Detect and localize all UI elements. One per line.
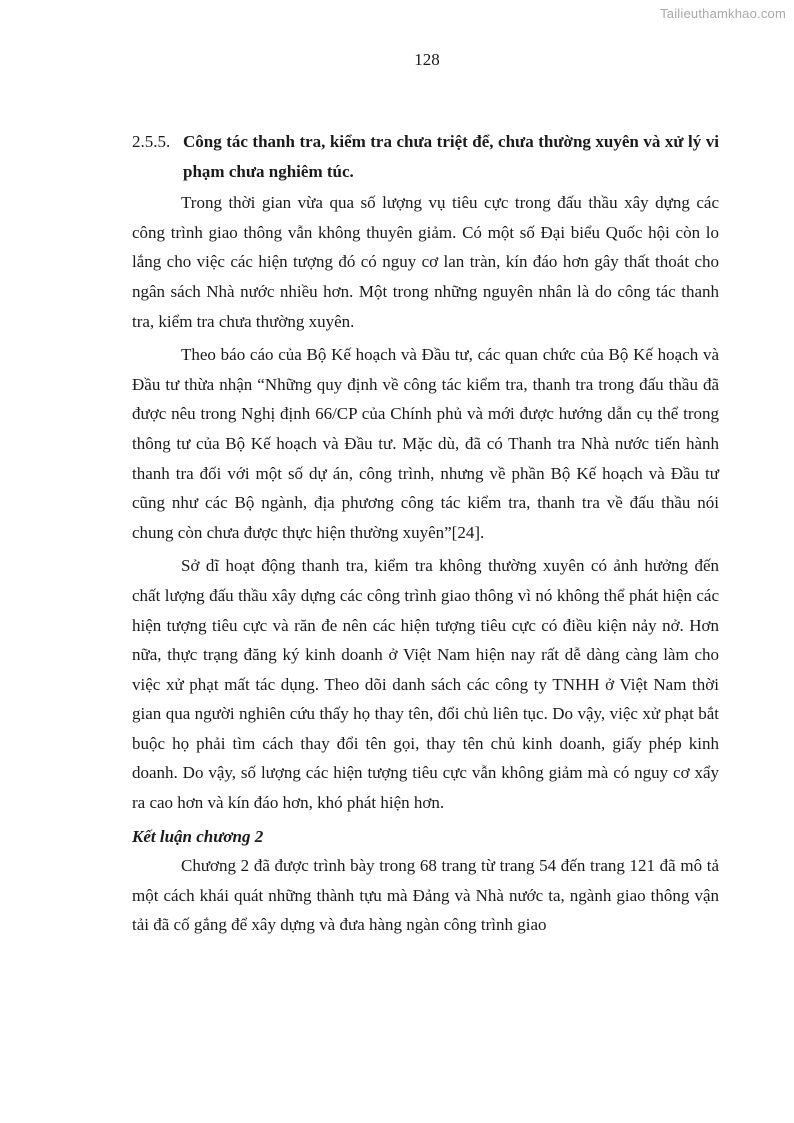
paragraph-1: Trong thời gian vừa qua số lượng vụ tiêu cực trong đấu thầu xây dựng các công trình giao thông vẫn không thuyên giảm. Có một số Đại biểu Quốc hội còn lo lắng cho việc các hiện tượng đó có nguy cơ lan tràn, kín đáo hơn gây thất thoát cho ngân sách Nhà nước nhiều hơn. Một trong những nguyên nhân là do công tác thanh tra, kiểm tra chưa thường xuyên. xyxy=(132,193,719,331)
paragraph-3: Sở dĩ hoạt động thanh tra, kiểm tra không thường xuyên có ảnh hưởng đến chất lượng đấu thầu xây dựng các công trình giao thông vì nó không thể phát hiện các hiện tượng tiêu cực và răn đe nên các hiện tượng tiêu cực có điều kiện nảy nở. Hơn nữa, thực trạng đăng ký kinh doanh ở Việt Nam hiện nay rất dễ dàng càng làm cho việc xử phạt mất tác dụng. Theo dõi danh sách các công ty TNHH ở Việt Nam thời gian qua người nghiên cứu thấy họ thay tên, đổi chủ liên tục. Do vậy, việc xử phạt bắt buộc họ phải tìm cách thay đổi tên gọi, thay tên chủ kinh doanh, giấy phép kinh doanh. Do vậy, số lượng các hiện tượng tiêu cực vẫn không giảm mà có nguy cơ xẩy ra cao hơn và kín đáo hơn, khó phát hiện hơn. xyxy=(132,556,719,813)
conclusion-paragraph: Chương 2 đã được trình bày trong 68 trang từ trang 54 đến trang 121 đã mô tả một cách khái quát những thành tựu mà Đảng và Nhà nước ta, ngành giao thông vận tải đã cố gắng để xây dựng và đưa hàng ngàn công trình giao xyxy=(132,856,719,935)
section-number: 2.5.5. xyxy=(132,132,171,151)
section-heading xyxy=(132,127,719,186)
conclusion-heading: Kết luận chương 2 xyxy=(132,826,264,846)
paragraph-2: Theo báo cáo của Bộ Kế hoạch và Đầu tư, các quan chức của Bộ Kế hoạch và Đầu tư thừa nhận “Những quy định về công tác kiểm tra, thanh tra trong đấu thầu đã được nêu trong Nghị định 66/CP của Chính phủ và mới được hướng dẫn cụ thể trong thông tư của Bộ Kế hoạch và Đầu tư. Mặc dù, đã có Thanh tra Nhà nước tiến hành thanh tra đối với một số dự án, công trình, nhưng về phần Bộ Kế hoạch và Đầu tư cũng như các Bộ ngành, địa phương công tác kiểm tra, thanh tra về đấu thầu nói chung còn chưa được thực hiện thường xuyên”[24]. xyxy=(132,345,719,542)
page-number: 128 xyxy=(414,50,440,69)
section-title: Công tác thanh tra, kiểm tra chưa triệt để, chưa thường xuyên và xử lý vi phạm chưa nghiêm túc. xyxy=(183,132,719,181)
watermark: Tailieuthamkhao.com xyxy=(660,6,786,21)
document-body xyxy=(132,127,719,944)
